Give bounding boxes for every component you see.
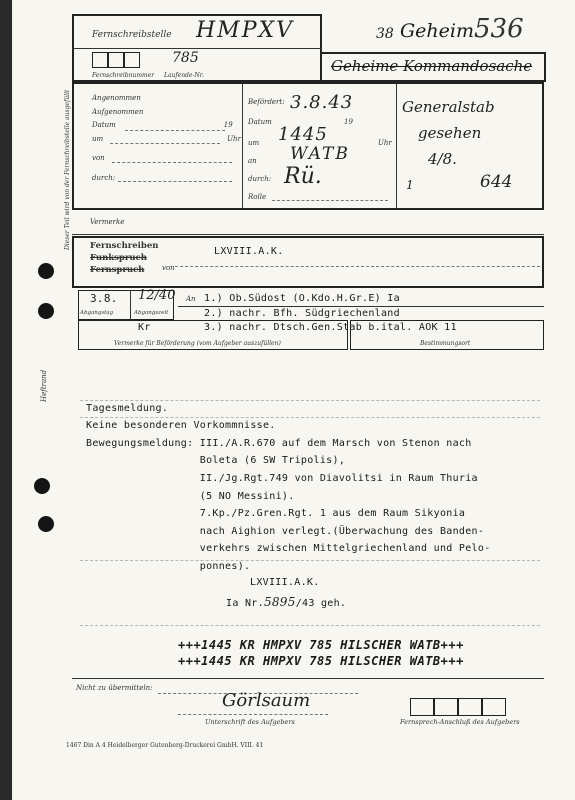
do-not-transmit-label: Nicht zu übermitteln: xyxy=(76,684,153,692)
office-label: Fernschreibstelle xyxy=(92,30,172,40)
binding-margin-label: Heftrand xyxy=(40,369,48,402)
sender-signature: Görlsaum xyxy=(222,690,311,711)
sent-to: WATB xyxy=(290,144,350,164)
punch-hole xyxy=(38,263,54,279)
vermerke-label: Vermerke xyxy=(90,218,125,226)
top-secret-banner: Geheime Kommandosache xyxy=(331,57,533,75)
classification-label: Geheim xyxy=(400,20,474,42)
punch-hole xyxy=(38,516,54,532)
received-block: Angenommen Aufgenommen Datum 19 um Uhr von durch: xyxy=(92,94,241,182)
teletype-line-1: +++1445 KR HMPXV 785 HILSCHER WATB+++ xyxy=(178,638,464,652)
teletype-line-2: +++1445 KR HMPXV 785 HILSCHER WATB+++ xyxy=(178,654,464,668)
printer-imprint: 1467 Din A 4 Heidelberger Gutenberg-Druckerei GmbH. VIII. 41 xyxy=(66,742,264,749)
message-type-options: Fernschreiben Funkspruch Fernspruch xyxy=(90,241,159,275)
document-number: 536 xyxy=(474,14,524,44)
classification-number: 38 xyxy=(376,26,394,42)
sent-time: 1445 xyxy=(278,124,328,145)
punch-hole xyxy=(34,478,50,494)
left-margin-note: Dieser Teil wird von der Fernschreibstelle ausgefüllt xyxy=(64,89,71,250)
sequence-handwritten: 785 xyxy=(172,50,199,66)
message-body: Tagesmeldung. Keine besonderen Vorkommnisse. Bewegungsmeldung: III./A.R.670 auf dem Marsch von Stenon nach Boleta (6 SW Tripolis), II./Jg.Rgt.749 von Diavolitsi in Raum Thuria (5 NO Messini). 7.Kp./Pz.Gren.Rgt. 1 aus dem Raum Sikyonia nach Aighion verlegt.(Überwachung des Banden- verkehrs zwischen Mittelgriechenland und Pelo- ponnes). xyxy=(86,402,491,572)
note-number: 644 xyxy=(480,172,513,192)
sender-unit: LXVIII.A.K. xyxy=(214,246,284,257)
sent-by: Rü. xyxy=(284,164,322,189)
signature-unit: LXVIII.A.K. xyxy=(250,577,320,588)
priority-code: Kr xyxy=(138,322,151,333)
punch-hole xyxy=(38,303,54,319)
sent-date: 3.8.43 xyxy=(290,92,354,113)
reference-number: Ia Nr.5895/43 geh. xyxy=(226,595,347,609)
office-handwritten: HMPXV xyxy=(196,18,295,43)
handwritten-note: Generalstab gesehen 4/8. xyxy=(402,98,495,168)
recipient-list: 1.) Ob.Südost (O.Kdo.H.Gr.E) Ia 2.) nachr. Bfh. Südgriechenland 3.) nachr. Dtsch.Gen.Stab b.ital. AOK 11 xyxy=(204,293,457,333)
binder-edge xyxy=(0,0,12,800)
